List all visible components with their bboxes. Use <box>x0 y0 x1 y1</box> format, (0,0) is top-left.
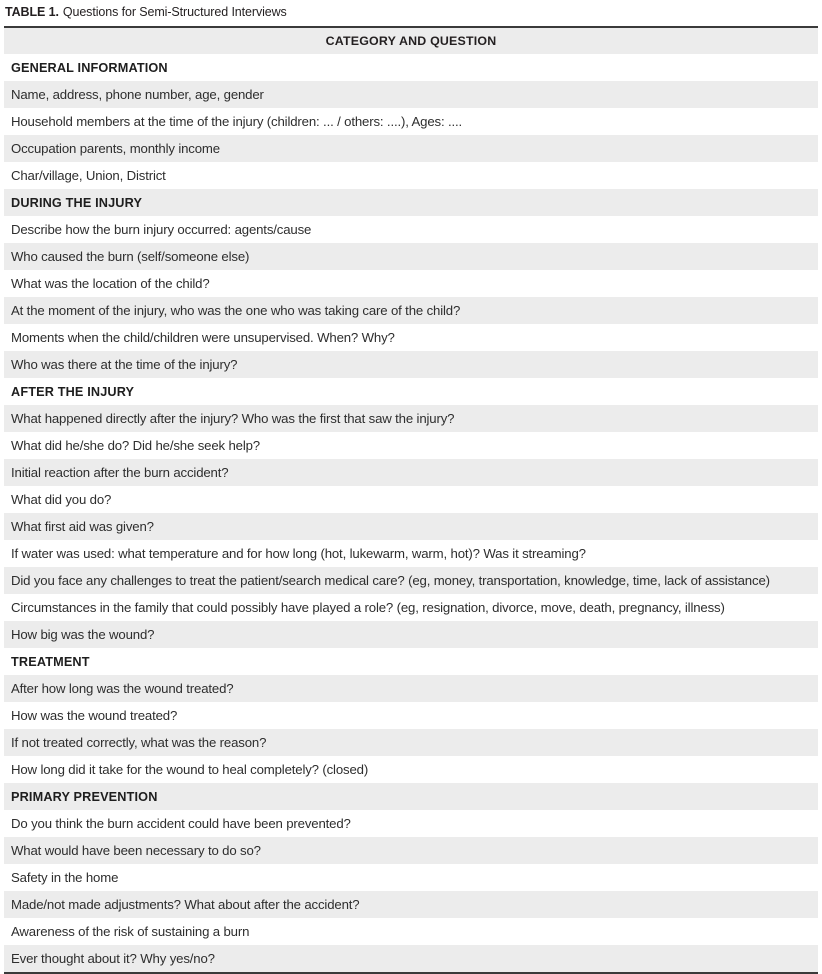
category-row: PRIMARY PREVENTION <box>4 783 818 810</box>
question-row: What first aid was given? <box>4 513 818 540</box>
category-row: DURING THE INJURY <box>4 189 818 216</box>
question-row: Who was there at the time of the injury? <box>4 351 818 378</box>
question-row: What did he/she do? Did he/she seek help? <box>11 438 260 453</box>
table-header: CATEGORY AND QUESTION <box>4 28 818 54</box>
question-row: Occupation parents, monthly income <box>4 135 818 162</box>
question-row: At the moment of the injury, who was the one who was taking care of the child? <box>4 297 818 324</box>
question-row: After how long was the wound treated? <box>4 675 818 702</box>
question-row: Name, address, phone number, age, gender <box>4 81 818 108</box>
question-row: Circumstances in the family that could possibly have played a role? (eg, resignation, divorce, move, death, pregnancy, illness) <box>11 600 725 615</box>
question-row: How was the wound treated? <box>11 708 178 723</box>
question-row: Awareness of the risk of sustaining a burn <box>11 924 250 939</box>
category-row: GENERAL INFORMATION <box>11 60 168 75</box>
interview-questions-table <box>4 26 818 974</box>
question-row: Who caused the burn (self/someone else) <box>4 243 818 270</box>
question-row: If water was used: what temperature and for how long (hot, lukewarm, warm, hot)? Was it streaming? <box>11 546 586 561</box>
question-row: Made/not made adjustments? What about after the accident? <box>4 891 818 918</box>
question-row: Char/village, Union, District <box>11 168 166 183</box>
question-row: If not treated correctly, what was the reason? <box>4 729 818 756</box>
question-row: Initial reaction after the burn accident? <box>4 459 818 486</box>
question-row: Moments when the child/children were unsupervised. When? Why? <box>11 330 395 345</box>
question-row: What happened directly after the injury? Who was the first that saw the injury? <box>4 405 818 432</box>
question-row: Safety in the home <box>11 870 119 885</box>
question-row: How big was the wound? <box>4 621 818 648</box>
category-row: TREATMENT <box>11 654 90 669</box>
table-caption <box>0 0 822 26</box>
question-row: Ever thought about it? Why yes/no? <box>4 945 818 972</box>
table-body <box>4 54 818 972</box>
question-row: What did you do? <box>11 492 112 507</box>
category-row: AFTER THE INJURY <box>11 384 135 399</box>
table-caption-title: Questions for Semi-Structured Interviews <box>62 5 287 19</box>
question-row: Did you face any challenges to treat the patient/search medical care? (eg, money, transportation, knowledge, time, lack of assistance) <box>4 567 818 594</box>
question-row: Do you think the burn accident could have been prevented? <box>11 816 351 831</box>
table-caption-label: TABLE 1. <box>5 5 59 19</box>
question-row: What would have been necessary to do so? <box>4 837 818 864</box>
question-row: How long did it take for the wound to heal completely? (closed) <box>11 762 369 777</box>
question-row: What was the location of the child? <box>11 276 210 291</box>
question-row: Household members at the time of the injury (children: ... / others: ....), Ages: .... <box>11 114 463 129</box>
question-row: Describe how the burn injury occurred: agents/cause <box>11 222 312 237</box>
